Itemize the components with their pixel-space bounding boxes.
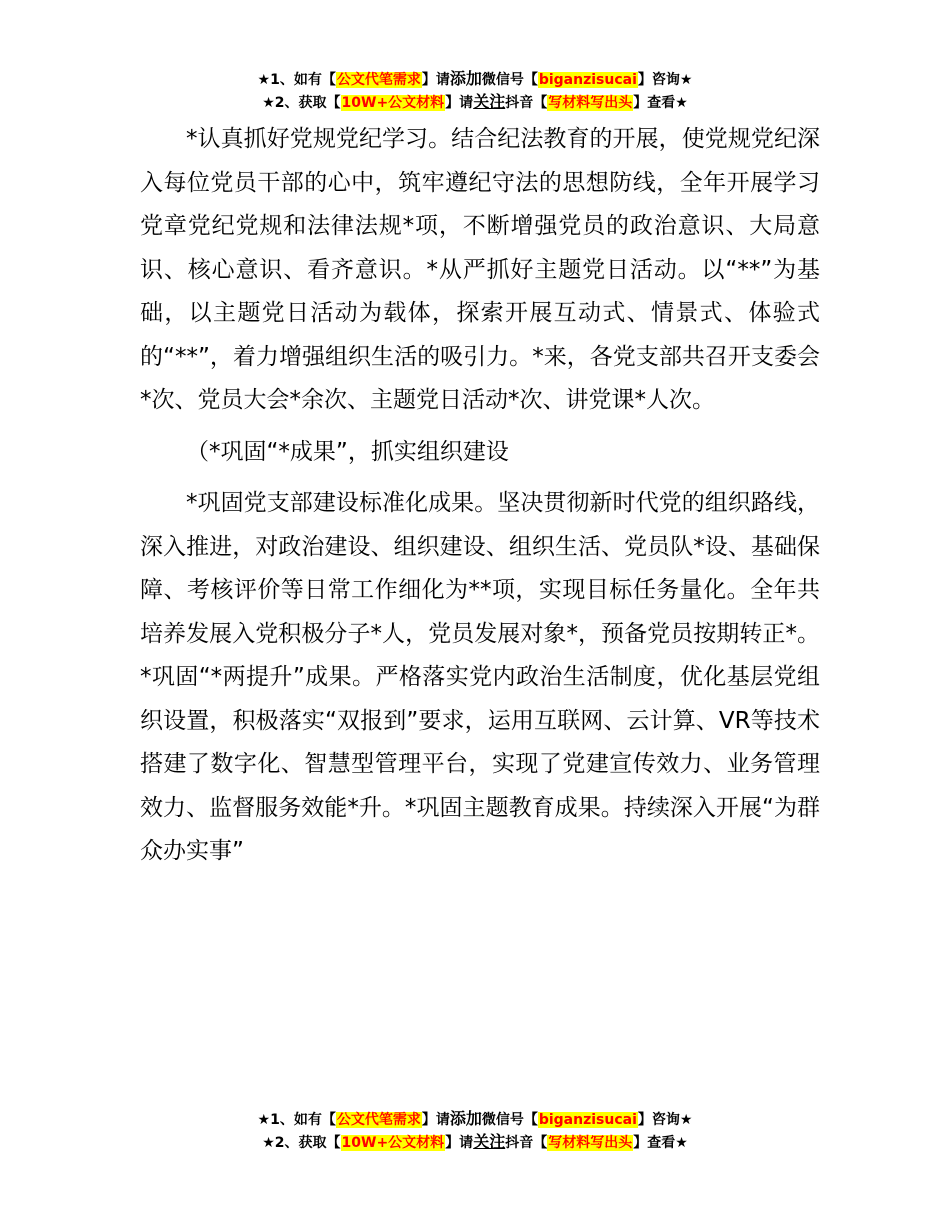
banner-text: ★2、获取【: [262, 1135, 341, 1151]
banner-highlight-wechat-id: biganzisucai: [538, 72, 637, 88]
banner-text: 】咨询★: [637, 1112, 693, 1128]
banner-highlight-douyin-account: 写材料写出头: [548, 1135, 633, 1151]
banner-text: 】请: [421, 1112, 450, 1128]
bottom-banner: [0, 1108, 950, 1154]
banner-text: ★2、获取【: [262, 95, 341, 111]
banner-line-2: [0, 91, 950, 114]
banner-text: 抖音【: [505, 1135, 548, 1151]
banner-text: 】咨询★: [637, 72, 693, 88]
banner-emphasis: 关注: [473, 1132, 506, 1151]
top-banner: [0, 68, 950, 114]
banner-text: 微信号【: [481, 1112, 538, 1128]
banner-text: 】查看★: [633, 95, 688, 111]
document-body: [140, 118, 820, 882]
banner-text: 微信号【: [481, 72, 538, 88]
banner-line-1: [0, 1108, 950, 1131]
paragraph-consolidate-results: *巩固党支部建设标准化成果。坚决贯彻新时代党的组织路线，深入推进，对政治建设、组织建设、组织生活、党员队*设、基础保障、考核评价等日常工作细化为**项，实现目标任务量化。全年共培养发展入党积极分子*人，党员发展对象*，预备党员按期转正*。*巩固“*两提升”成果。严格落实党内政治生活制度，优化基层党组织设置，积极落实“双报到”要求，运用互联网、云计算、VR等技术搭建了数字化、智慧型管理平台，实现了党建宣传效力、业务管理效力、监督服务效能*升。*巩固主题教育成果。持续深入开展“为群众办实事”: [140, 490, 820, 864]
banner-highlight-douyin-account: 写材料写出头: [548, 95, 633, 111]
banner-highlight-service: 公文代笔需求: [336, 1112, 421, 1128]
section-heading-organization: （*巩固“*成果”，抓实组织建设: [186, 438, 509, 465]
banner-text: 】查看★: [633, 1135, 688, 1151]
banner-text: 】请: [421, 72, 450, 88]
banner-line-2: [0, 1131, 950, 1154]
banner-emphasis: 添加: [449, 69, 482, 88]
banner-line-1: [0, 68, 950, 91]
banner-text: 抖音【: [505, 95, 548, 111]
paragraph-party-discipline: *认真抓好党规党纪学习。结合纪法教育的开展，使党规党纪深入每位党员干部的心中，筑牢遵纪守法的思想防线，全年开展学习党章党纪党规和法律法规*项，不断增强党员的政治意识、大局意识、核心意识、看齐意识。*从严抓好主题党日活动。以“**”为基础，以主题党日活动为载体，探索开展互动式、情景式、体验式的“**”，着力增强组织生活的吸引力。*来，各党支部共召开支委会*次、党员大会*余次、主题党日活动*次、讲党课*人次。: [140, 126, 820, 413]
banner-emphasis: 关注: [473, 92, 506, 111]
banner-highlight-materials: 10W+公文材料: [341, 95, 445, 111]
banner-highlight-service: 公文代笔需求: [336, 72, 421, 88]
banner-emphasis: 添加: [449, 1109, 482, 1128]
banner-text: 】请: [445, 95, 474, 111]
banner-highlight-wechat-id: biganzisucai: [538, 1112, 637, 1128]
banner-text: 】请: [445, 1135, 474, 1151]
banner-highlight-materials: 10W+公文材料: [341, 1135, 445, 1151]
banner-text: ★1、如有【: [257, 72, 336, 88]
banner-text: ★1、如有【: [257, 1112, 336, 1128]
